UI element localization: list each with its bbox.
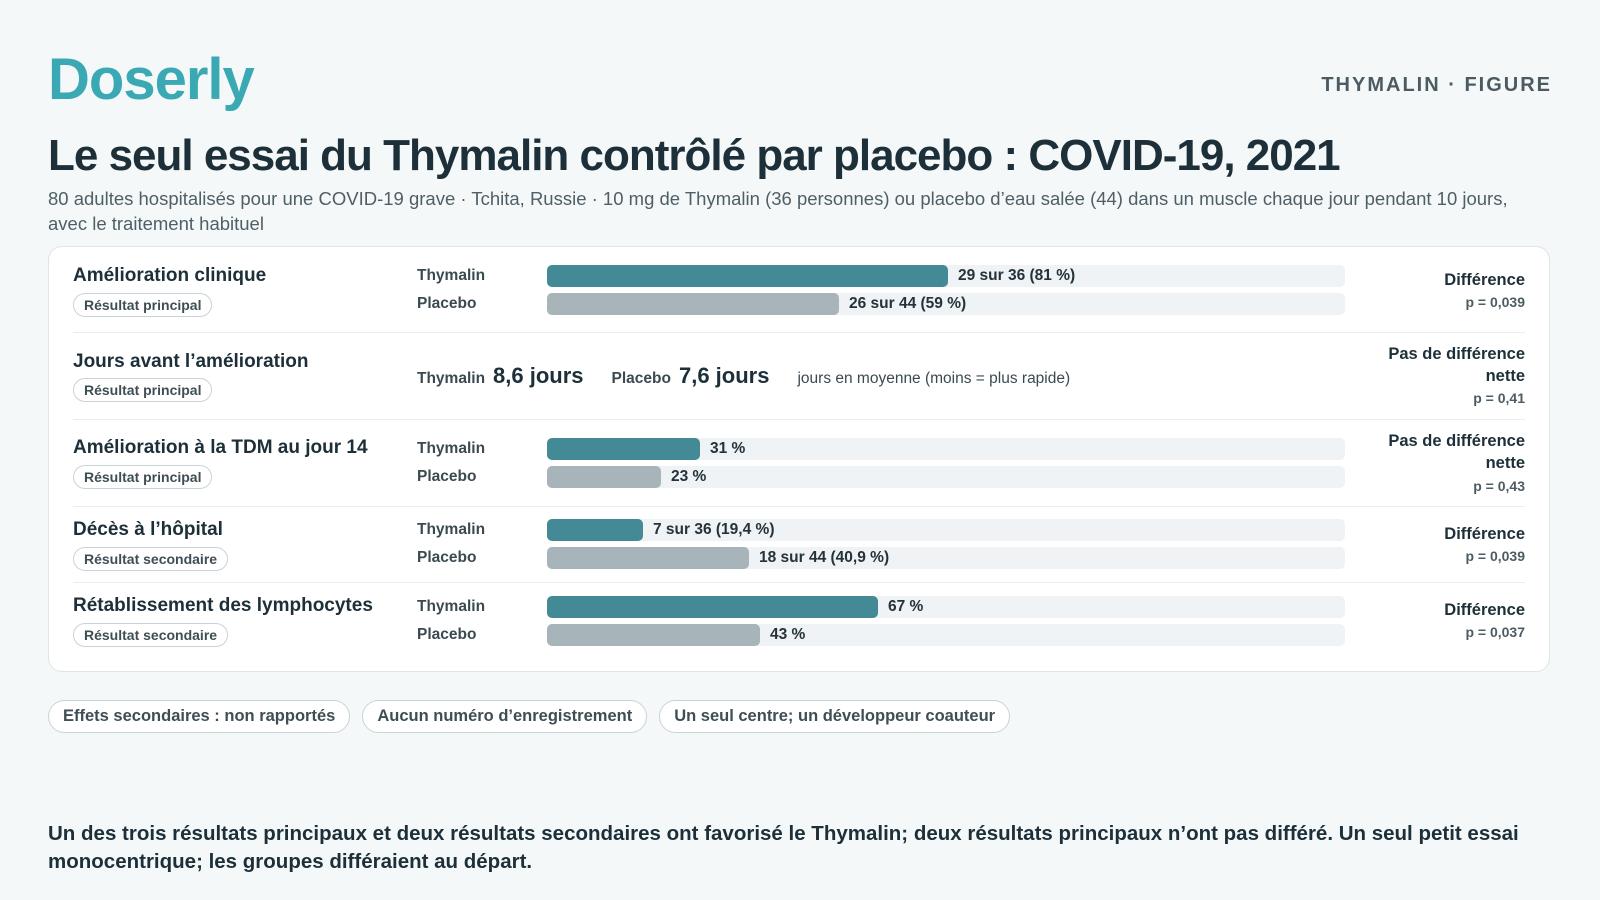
- outcome-row-days-to-improvement: [73, 333, 1525, 420]
- thymalin-bar: [547, 438, 700, 460]
- verdict-label: Pas de différence nette: [1388, 432, 1525, 472]
- outcome-kind-badge: Résultat secondaire: [73, 623, 228, 647]
- placebo-label: Placebo: [417, 468, 477, 485]
- thymalin-label: Thymalin: [417, 267, 486, 284]
- p-value: p = 0,039: [1465, 548, 1525, 564]
- outcome-title: Rétablissement des lymphocytes: [73, 595, 373, 616]
- thymalin-bar-track: [547, 519, 1345, 541]
- outcome-row-lymphocyte-recovery: [73, 583, 1525, 673]
- results-card: [48, 246, 1550, 672]
- thymalin-mean-days: 8,6 jours: [493, 363, 584, 388]
- caveat-chip-side-effects: Effets secondaires : non rapportés: [48, 700, 350, 733]
- outcome-kind-badge: Résultat principal: [73, 293, 212, 317]
- outcome-title: Amélioration clinique: [73, 265, 267, 286]
- placebo-bar-track: [547, 293, 1345, 315]
- outcome-kind-badge: Résultat principal: [73, 465, 212, 489]
- brand-logo: Doserly: [48, 47, 254, 112]
- outcome-row-hospital-deaths: [73, 507, 1525, 583]
- placebo-bar: [547, 293, 839, 315]
- caveat-chip-single-center: Un seul centre; un développeur coauteur: [659, 700, 1010, 733]
- summary-footer: Un des trois résultats principaux et deux résultats secondaires ont favorisé le Thymalin; deux résultats principaux n’ont pas différé. Un seul petit essai monocentrique; les groupes différaient au départ.: [48, 822, 1519, 873]
- thymalin-value-label: 7 sur 36 (19,4 %): [653, 521, 775, 538]
- placebo-label: Placebo: [417, 295, 477, 312]
- placebo-mean-days: 7,6 jours: [678, 363, 770, 388]
- outcome-kind-badge: Résultat principal: [73, 378, 212, 402]
- placebo-label: Placebo: [417, 626, 477, 643]
- verdict-label: Pas de différence nette: [1388, 345, 1525, 385]
- outcome-title: Jours avant l’amélioration: [73, 351, 309, 372]
- mean-days-stats: [417, 363, 1070, 389]
- p-value: p = 0,039: [1465, 294, 1525, 310]
- placebo-value-label: 43 %: [770, 626, 806, 643]
- mean-days-note: jours en moyenne (moins = plus rapide): [797, 370, 1071, 387]
- placebo-bar-track: [547, 547, 1345, 569]
- verdict-label: Différence: [1444, 271, 1525, 289]
- placebo-bar: [547, 466, 661, 488]
- placebo-label: Placebo: [417, 549, 477, 566]
- caveat-chips: [48, 700, 1010, 733]
- outcome-row-ct-improvement: [73, 420, 1525, 507]
- thymalin-label: Thymalin: [417, 440, 486, 457]
- outcome-title: Décès à l’hôpital: [73, 519, 223, 540]
- placebo-label: Placebo: [611, 370, 671, 387]
- placebo-bar-track: [547, 624, 1345, 646]
- p-value: p = 0,037: [1465, 624, 1525, 640]
- figure-tag: THYMALIN · FIGURE: [1321, 74, 1552, 96]
- thymalin-value-label: 67 %: [888, 598, 924, 615]
- placebo-bar: [547, 547, 749, 569]
- thymalin-label: Thymalin: [417, 598, 486, 615]
- placebo-bar: [547, 624, 760, 646]
- thymalin-bar-track: [547, 265, 1345, 287]
- outcome-kind-badge: Résultat secondaire: [73, 547, 228, 571]
- p-value: p = 0,41: [1473, 390, 1525, 406]
- thymalin-bar-track: [547, 596, 1345, 618]
- thymalin-value-label: 31 %: [710, 440, 746, 457]
- page-title: Le seul essai du Thymalin contrôlé par placebo : COVID-19, 2021: [48, 131, 1340, 180]
- thymalin-value-label: 29 sur 36 (81 %): [958, 267, 1076, 284]
- thymalin-bar: [547, 596, 878, 618]
- thymalin-bar-track: [547, 438, 1345, 460]
- verdict-label: Différence: [1444, 525, 1525, 543]
- thymalin-bar: [547, 519, 643, 541]
- thymalin-label: Thymalin: [417, 521, 486, 538]
- placebo-value-label: 26 sur 44 (59 %): [849, 295, 967, 312]
- outcome-title: Amélioration à la TDM au jour 14: [73, 437, 368, 458]
- placebo-value-label: 23 %: [671, 468, 707, 485]
- thymalin-label: Thymalin: [417, 370, 486, 387]
- outcome-row-clinical-improvement: [73, 247, 1525, 333]
- page-subtitle: 80 adultes hospitalisés pour une COVID-19 grave · Tchita, Russie · 10 mg de Thymalin (36 personnes) ou placebo d’eau salée (44) dans un muscle chaque jour pendant 10 jours, avec le traitement habituel: [48, 188, 1508, 234]
- placebo-value-label: 18 sur 44 (40,9 %): [759, 549, 890, 566]
- caveat-chip-registration: Aucun numéro d’enregistrement: [362, 700, 647, 733]
- placebo-bar-track: [547, 466, 1345, 488]
- thymalin-bar: [547, 265, 948, 287]
- p-value: p = 0,43: [1473, 478, 1525, 494]
- verdict-label: Différence: [1444, 601, 1525, 619]
